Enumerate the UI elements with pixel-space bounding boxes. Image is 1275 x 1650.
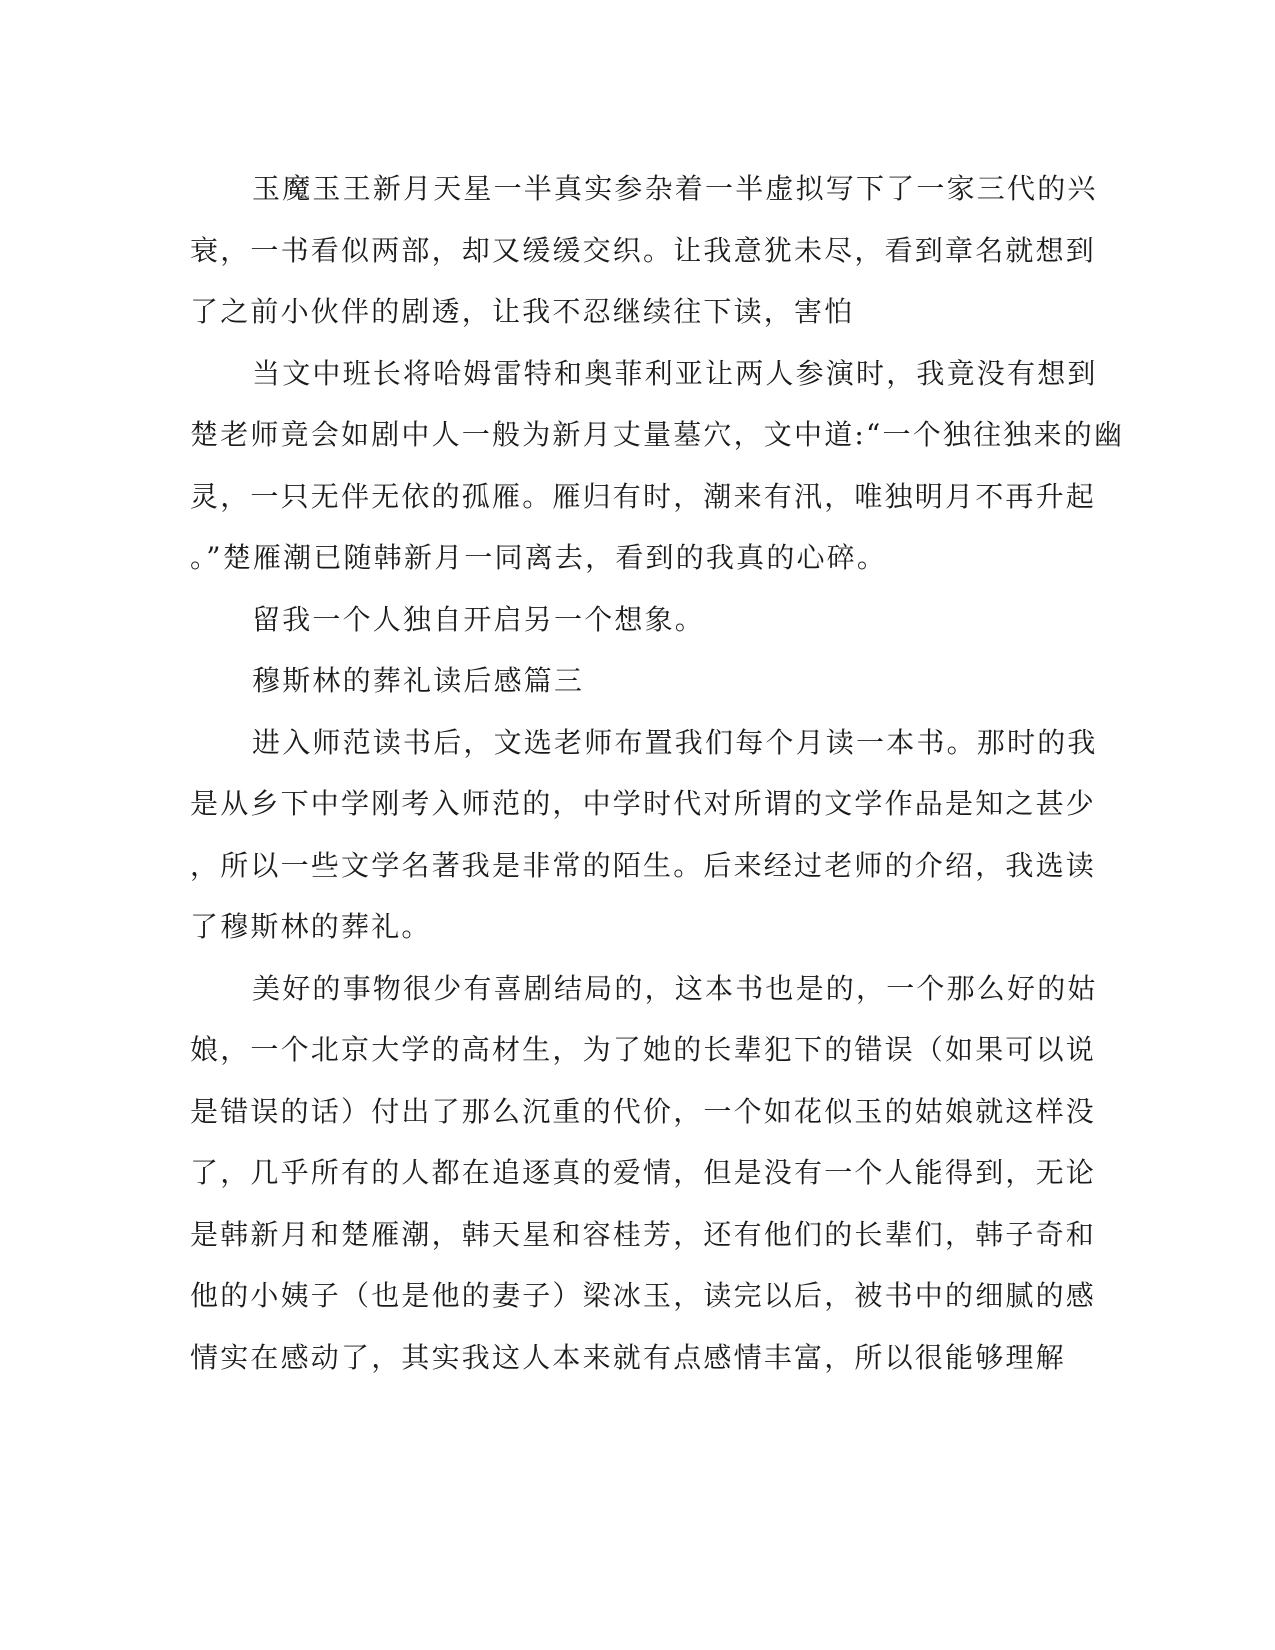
text-line: 了穆斯林的葬礼。 [190, 910, 432, 943]
paragraph-3 [190, 589, 1070, 651]
text-line: 是从乡下中学刚考入师范的，中学时代对所谓的文学作品是知之甚少 [190, 787, 1097, 820]
text-line: 留我一个人独自开启另一个想象。 [252, 602, 706, 636]
text-line: 玉魔玉王新月天星一半真实参杂着一半虚拟写下了一家三代的兴 [252, 172, 1098, 205]
text-line: ，所以一些文学名著我是非常的陌生。后来经过老师的介绍，我选读 [190, 848, 1097, 882]
text-line: 情实在感动了，其实我这人本来就有点感情丰富，所以很能够理解 [190, 1340, 1066, 1374]
text-line: 衰，一书看似两部，却又缓缓交织。让我意犹未尽，看到章名就想到 [190, 233, 1097, 267]
text-line: 灵，一只无伴无依的孤雁。雁归有时，潮来有汛，唯独明月不再升起 [190, 479, 1097, 513]
paragraph-1 [190, 158, 1098, 343]
section-heading [190, 650, 1070, 712]
text-line: 当文中班长将哈姆雷特和奥菲利亚让两人参演时，我竟没有想到 [252, 356, 1098, 390]
text-line: 娘，一个北京大学的高材生，为了她的长辈犯下的错误（如果可以说 [190, 1033, 1097, 1066]
text-line: 是韩新月和楚雁潮，韩天星和容桂芳，还有他们的长辈们，韩子奇和 [190, 1217, 1097, 1251]
document-body [190, 158, 1125, 1388]
text-line: 了之前小伙伴的剧透，让我不忍继续往下读，害怕 [190, 295, 855, 328]
text-line: 是错误的话）付出了那么沉重的代价，一个如花似玉的姑娘就这样没 [190, 1094, 1097, 1128]
text-line: 了，几乎所有的人都在追逐真的爱情，但是没有一个人能得到，无论 [190, 1156, 1097, 1189]
text-line: 进入师范读书后，文选老师布置我们每个月读一本书。那时的我 [252, 725, 1098, 759]
text-line: 。”楚雁潮已随韩新月一同离去，看到的我真的心碎。 [190, 541, 888, 574]
text-line: 楚老师竟会如剧中人一般为新月丈量墓穴，文中道:“一个独往独来的幽 [190, 418, 1125, 451]
text-line: 美好的事物很少有喜剧结局的，这本书也是的，一个那么好的姑 [252, 971, 1098, 1005]
paragraph-4 [190, 712, 1098, 958]
text-line: 他的小姨子（也是他的妻子）梁冰玉，读完以后，被书中的细腻的感 [190, 1279, 1097, 1312]
heading-text: 穆斯林的葬礼读后感篇三 [252, 664, 585, 697]
paragraph-2 [190, 343, 1125, 589]
paragraph-5 [190, 958, 1098, 1389]
